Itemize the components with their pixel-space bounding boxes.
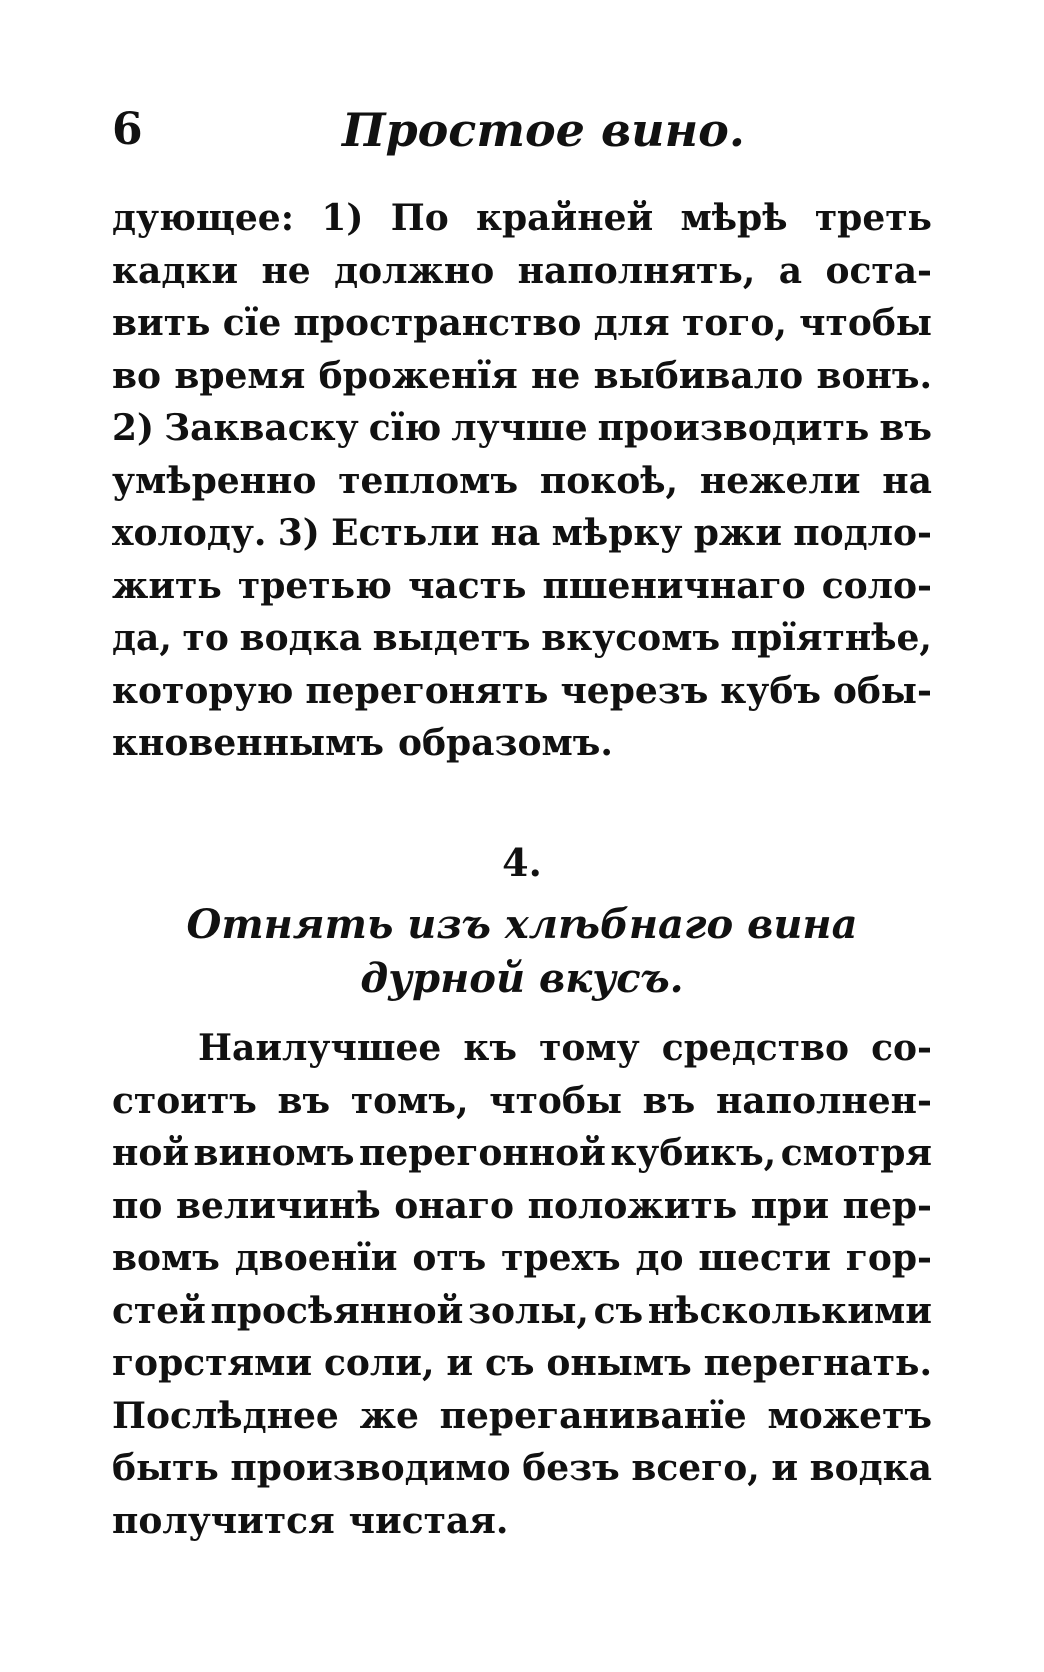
word: сїю — [368, 407, 442, 449]
word: выдетъ — [372, 617, 531, 659]
word: вкусомъ — [541, 617, 721, 659]
word: получится — [112, 1499, 335, 1542]
text-line — [112, 192, 932, 245]
body-paragraph — [112, 1022, 932, 1547]
word: къ — [463, 1027, 518, 1069]
word: смотря — [780, 1132, 932, 1174]
text-line — [112, 455, 932, 508]
word: должно — [334, 249, 495, 292]
word: кубъ — [720, 669, 821, 712]
word: ной — [112, 1132, 190, 1174]
text-line — [112, 560, 932, 613]
word: подло- — [793, 512, 932, 554]
word: перегонной — [359, 1132, 606, 1174]
word: обы- — [832, 669, 932, 712]
word: вомъ — [112, 1237, 220, 1279]
word: вонъ. — [816, 354, 932, 397]
word: въ — [879, 407, 932, 449]
word: не — [261, 249, 311, 292]
word: пшеничнаго — [542, 564, 806, 607]
word: до — [635, 1237, 684, 1279]
word: образомъ. — [397, 722, 613, 764]
word: кновеннымъ — [112, 722, 384, 764]
word: же — [359, 1394, 419, 1437]
word: перегнать. — [703, 1342, 932, 1384]
section-number: 4. — [502, 840, 542, 885]
word: тому — [539, 1027, 640, 1069]
text-line — [112, 1495, 932, 1548]
word: 2) — [112, 407, 155, 449]
word: мѣрку — [551, 512, 683, 554]
word: время — [174, 354, 306, 397]
word: по — [112, 1184, 163, 1227]
word: соло- — [821, 564, 932, 607]
word: третью — [237, 564, 392, 607]
word: быть — [112, 1447, 219, 1489]
word: сїе — [222, 302, 282, 344]
word: перегонять — [305, 669, 549, 712]
word: мѣрѣ — [680, 197, 788, 239]
word: ржи — [693, 512, 782, 554]
word: гор- — [845, 1237, 932, 1279]
word: выбивало — [593, 354, 804, 397]
word: съ — [593, 1289, 644, 1332]
text-line — [112, 612, 932, 665]
word: при — [750, 1184, 830, 1227]
word: наполнять, — [517, 249, 756, 292]
word: оста- — [825, 249, 932, 292]
word: величинѣ — [175, 1184, 381, 1227]
word: покоѣ, — [539, 459, 679, 502]
text-line — [112, 1442, 932, 1495]
word: водка — [809, 1447, 932, 1489]
word: Закваску — [164, 407, 359, 449]
word: 3) — [277, 512, 320, 554]
word: которую — [112, 669, 294, 712]
word: кубикъ, — [610, 1132, 777, 1174]
word: безъ — [522, 1447, 620, 1489]
text-line — [112, 350, 932, 403]
word: черезъ — [560, 669, 709, 712]
word: чистая. — [348, 1499, 509, 1542]
word: просѣянной — [210, 1289, 464, 1332]
word: виномъ — [193, 1132, 355, 1174]
word: нежели — [699, 459, 861, 502]
text-line — [112, 717, 932, 770]
word: на — [490, 512, 541, 554]
word: онымъ — [546, 1342, 692, 1384]
word: то — [182, 617, 229, 659]
word: пер- — [842, 1184, 932, 1227]
text-line — [112, 665, 932, 718]
text-line — [112, 1180, 932, 1233]
word: дующее: — [112, 197, 295, 239]
word: а — [778, 249, 803, 292]
text-line — [112, 1075, 932, 1128]
word: Наилучшее — [198, 1027, 442, 1069]
word: стей — [112, 1289, 206, 1332]
word: для — [593, 302, 670, 344]
word: умѣренно — [112, 459, 317, 502]
text-line — [112, 297, 932, 350]
text-line — [112, 1337, 932, 1390]
word: всего, — [631, 1447, 760, 1489]
text-line — [112, 507, 932, 560]
word: производить — [597, 407, 870, 449]
word: соли, — [323, 1342, 435, 1384]
word: чтобы — [489, 1079, 623, 1122]
text-line — [112, 402, 932, 455]
word: золы, — [467, 1289, 589, 1332]
page-header — [112, 100, 932, 170]
word: производимо — [230, 1447, 511, 1489]
word: жить — [112, 564, 222, 607]
continued-paragraph — [112, 192, 932, 770]
page-number: 6 — [112, 104, 143, 155]
word: въ — [277, 1079, 331, 1122]
word: переганиванїе — [439, 1394, 747, 1437]
word: броженїя — [318, 354, 518, 397]
word: Послѣднее — [112, 1394, 339, 1437]
text-line — [112, 245, 932, 298]
word: положить — [527, 1184, 738, 1227]
section-heading: Отнять изъ хлѣбнаго вина дурной вкусъ. — [186, 901, 858, 1002]
word: прїятнѣе, — [730, 617, 932, 659]
word: наполнен- — [715, 1079, 932, 1122]
word: да, — [112, 617, 172, 659]
word: холоду. — [112, 512, 267, 554]
word: 1) — [321, 197, 364, 239]
word: лучше — [451, 407, 588, 449]
text-line — [112, 1127, 932, 1180]
word: и — [446, 1342, 474, 1384]
word: тепломъ — [338, 459, 519, 502]
word: въ — [642, 1079, 696, 1122]
text-line — [112, 1285, 932, 1338]
word: вить — [112, 302, 211, 344]
word: онаго — [394, 1184, 515, 1227]
word: пространство — [293, 302, 582, 344]
word: Естьли — [331, 512, 480, 554]
word: со- — [871, 1027, 932, 1069]
word: По — [390, 197, 449, 239]
word: нѣсколькими — [647, 1289, 932, 1332]
word: водка — [239, 617, 362, 659]
word: того, — [681, 302, 787, 344]
word: часть — [408, 564, 527, 607]
word: кадки — [112, 249, 239, 292]
text-line — [112, 1232, 932, 1285]
word: отъ — [412, 1237, 487, 1279]
word: томъ, — [350, 1079, 469, 1122]
word: трехъ — [501, 1237, 621, 1279]
word: чтобы — [799, 302, 932, 344]
word: съ — [484, 1342, 535, 1384]
word: во — [112, 354, 162, 397]
text-line — [112, 1390, 932, 1443]
word: на — [882, 459, 932, 502]
word: треть — [814, 197, 932, 239]
word: двоенїи — [234, 1237, 398, 1279]
word: не — [531, 354, 581, 397]
running-title: Простое вино. — [342, 103, 745, 157]
word: шести — [698, 1237, 831, 1279]
word: горстями — [112, 1342, 313, 1384]
text-line — [112, 1022, 932, 1075]
word: крайней — [476, 197, 654, 239]
word: средство — [661, 1027, 850, 1069]
word: можетъ — [767, 1394, 932, 1437]
word: стоитъ — [112, 1079, 257, 1122]
word: и — [771, 1447, 799, 1489]
